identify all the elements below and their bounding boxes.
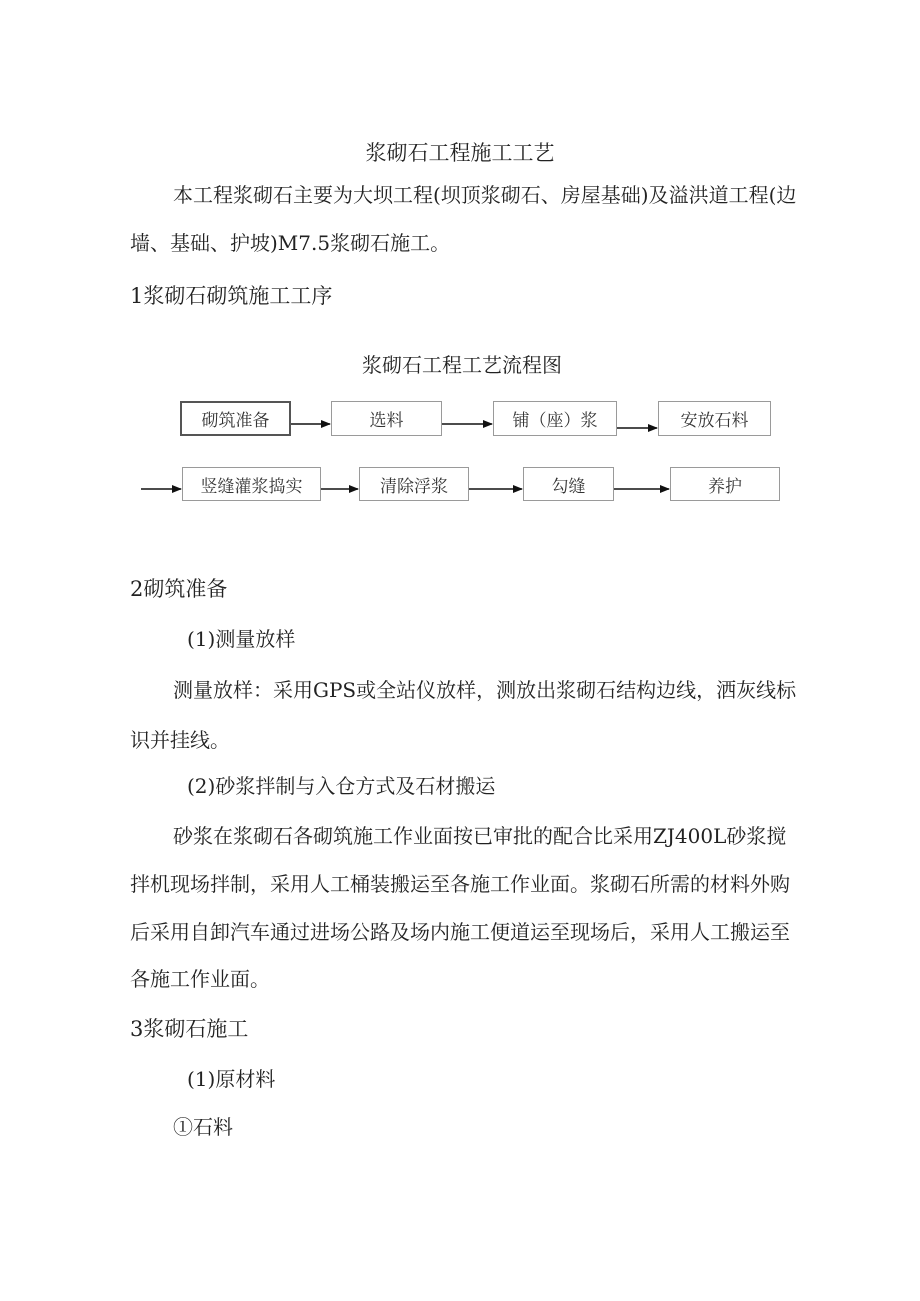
flow-step-place-stone: 安放石料 — [658, 401, 771, 436]
intro-line-1: 本工程浆砌石主要为大坝工程(坝顶浆砌石、房屋基础)及溢洪道工程(边 — [173, 183, 797, 207]
section-2-sub-1: (1)测量放样 — [187, 627, 296, 651]
section-2-sub-2-line-4: 各施工作业面。 — [130, 967, 270, 991]
section-2-sub-1-line-2: 识并挂线。 — [130, 728, 230, 752]
flow-step-joint-grouting: 竖缝灌浆捣实 — [182, 467, 321, 501]
flowchart-title: 浆砌石工程工艺流程图 — [362, 353, 562, 377]
intro-line-2: 墙、基础、护坡)M7.5浆砌石施工。 — [130, 231, 451, 255]
section-2-sub-2-line-3: 后采用自卸汽车通过进场公路及场内施工便道运至现场后，采用人工搬运至 — [130, 920, 790, 944]
flow-step-pointing: 勾缝 — [523, 467, 614, 501]
section-3-item-1: ①石料 — [173, 1115, 233, 1139]
section-2-sub-2-line-1: 砂浆在浆砌石各砌筑施工作业面按已审批的配合比采用ZJ400L砂浆搅 — [173, 824, 787, 848]
section-3-sub-1: (1)原材料 — [187, 1067, 276, 1091]
section-3-heading: 3浆砌石施工 — [130, 1017, 249, 1041]
section-2-sub-2-line-2: 拌机现场拌制，采用人工桶装搬运至各施工作业面。浆砌石所需的材料外购 — [130, 872, 790, 896]
section-1-heading: 1浆砌石砌筑施工工序 — [130, 284, 333, 308]
flow-step-masonry-prep: 砌筑准备 — [180, 401, 291, 436]
flow-step-curing: 养护 — [670, 467, 780, 501]
section-2-sub-1-line-1: 测量放样：采用GPS或全站仪放样，测放出浆砌石结构边线，洒灰线标 — [173, 678, 797, 702]
page-title: 浆砌石工程施工工艺 — [365, 141, 555, 165]
flow-step-clear-slurry: 清除浮浆 — [359, 467, 469, 501]
section-2-sub-2: (2)砂浆拌制与入仓方式及石材搬运 — [187, 774, 496, 798]
flow-step-lay-mortar: 铺（座）浆 — [493, 401, 617, 436]
flow-step-select-stone: 选料 — [331, 401, 442, 436]
section-2-heading: 2砌筑准备 — [130, 577, 228, 601]
